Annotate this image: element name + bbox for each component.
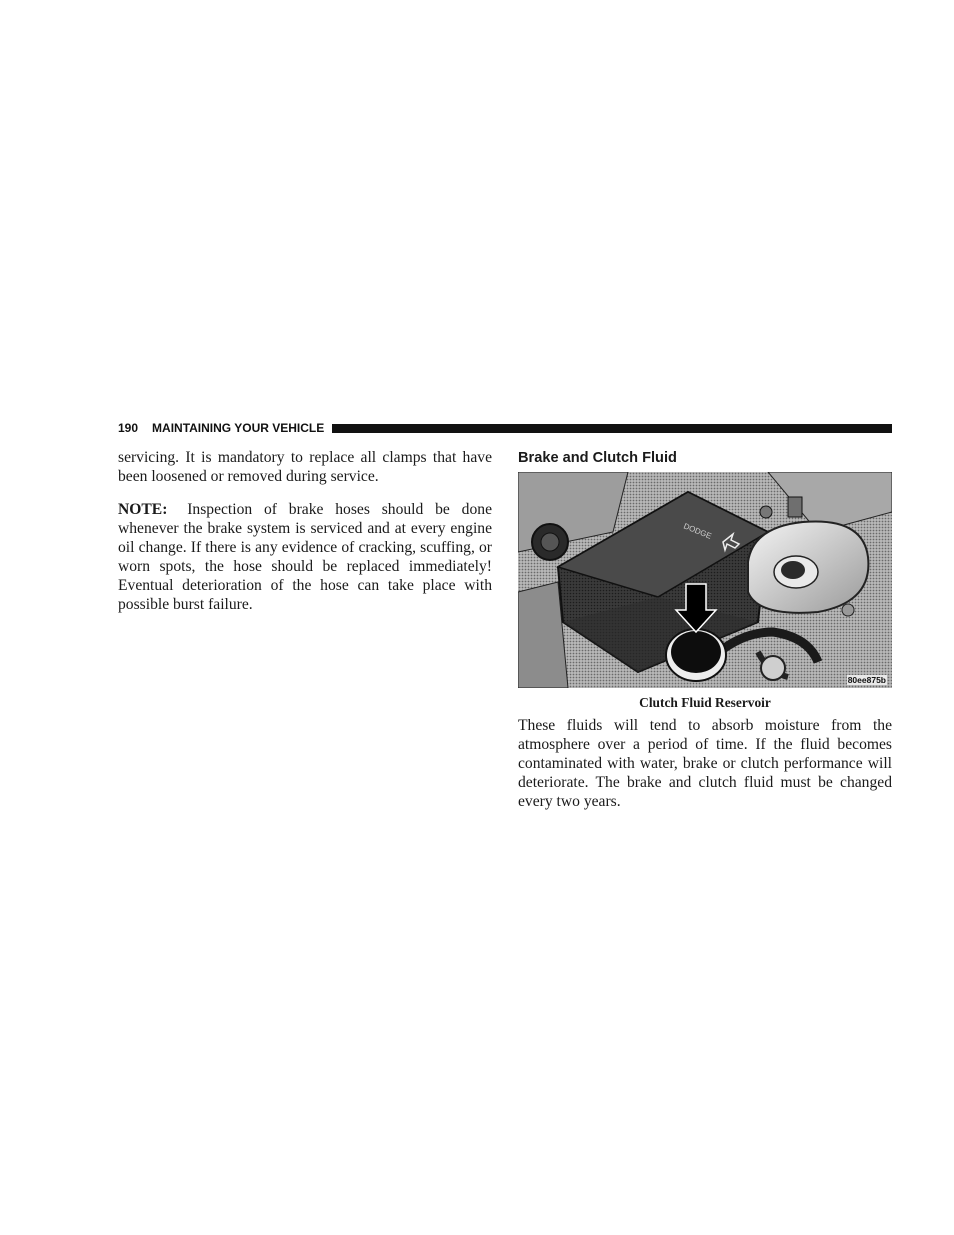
paragraph-fluids: These fluids will tend to absorb moisture from the atmosphere over a period of time. If the fluid becomes contaminated with water, brake or clutch performance will deteriorate. The brake and clutch fluid must be changed every two years. (518, 717, 892, 810)
header-rule (332, 424, 892, 433)
figure-code: 80ee875b (847, 675, 886, 685)
engine-bay-illustration (518, 472, 892, 688)
note-text: Inspection of brake hoses should be done whenever the brake system is serviced and at every engine oil change. If there is any evidence of cracking, scuffing, or worn spots, the hose should be replaced immediately! Eventual deterioration of the hose can take place with possible burst failure. (118, 501, 492, 613)
paragraph-clamps: servicing. It is mandatory to replace all clamps that have been loosened or removed during service. (118, 449, 492, 485)
svg-text:DODGE: DODGE (682, 521, 713, 541)
engine-bay-drawing (518, 472, 892, 688)
note-paragraph (118, 500, 492, 614)
figure-caption: Clutch Fluid Reservoir (639, 695, 771, 710)
left-column (118, 448, 492, 628)
right-column (518, 448, 892, 811)
section-name: MAINTAINING YOUR VEHICLE (152, 421, 325, 435)
section-title: Brake and Clutch Fluid (518, 450, 677, 466)
note-label: NOTE: (118, 501, 168, 518)
page-header (118, 419, 892, 437)
page-number: 190 (118, 421, 139, 435)
